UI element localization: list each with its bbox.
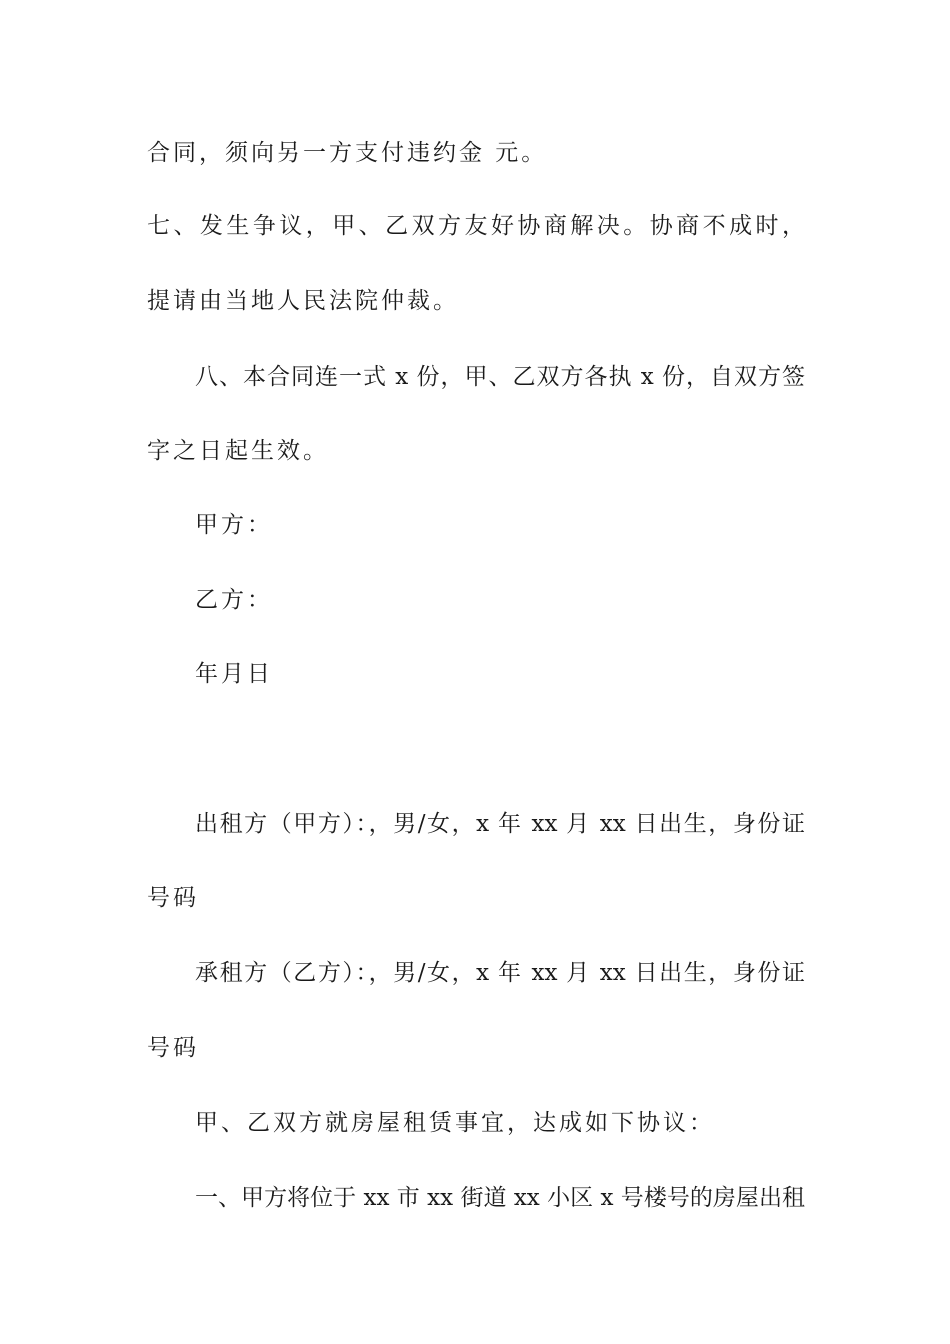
lessor-id-number-label: 号码 [147, 885, 199, 911]
party-a-signature-label: 甲方： [195, 512, 273, 538]
date-label: 年月日 [195, 661, 273, 687]
lessee-id-number-label: 号码 [147, 1035, 199, 1061]
lessee-info-line: 承租方（乙方）：，男/女，x 年 xx 月 xx 日出生，身份证 [195, 960, 805, 986]
paragraph-line-clause-7: 七、发生争议，甲、乙双方友好协商解决。协商不成时， [147, 213, 805, 239]
paragraph-line-clause-8: 八、本合同连一式 x 份，甲、乙双方各执 x 份，自双方签 [195, 364, 805, 390]
party-b-signature-label: 乙方： [195, 587, 273, 613]
paragraph-line-clause-8-cont: 字之日起生效。 [147, 438, 329, 464]
lessor-info-line: 出租方（甲方）：，男/女，x 年 xx 月 xx 日出生，身份证 [195, 811, 805, 837]
paragraph-line-penalty: 合同，须向另一方支付违约金 元。 [147, 140, 548, 166]
paragraph-line-clause-1: 一、甲方将位于 xx 市 xx 街道 xx 小区 x 号楼号的房屋出租 [195, 1185, 805, 1211]
paragraph-line-clause-7-cont: 提请由当地人民法院仲裁。 [147, 288, 459, 314]
agreement-intro-line: 甲、乙双方就房屋租赁事宜，达成如下协议： [195, 1110, 715, 1136]
